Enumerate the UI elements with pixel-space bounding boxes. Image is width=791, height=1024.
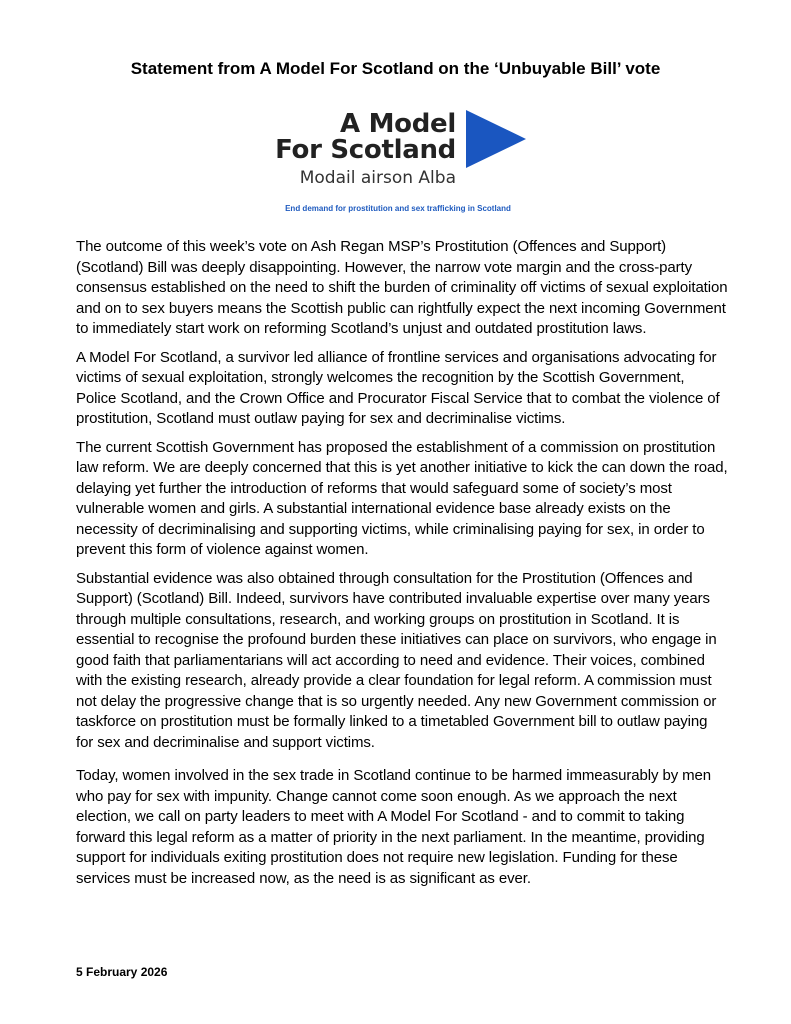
paragraph-3: The current Scottish Government has proposed the establishment of a commission on prostitution law reform. We are deeply concerned that this is yet another initiative to kick the can down the road, delaying yet further the introduction of reforms that would safeguard some of society’s most vulnerable women and girls. A substantial international evidence base already exists on the necessity of decriminalising and supporting victims, while criminalising paying for sex, in order to prevent this form of violence against women. <box>76 438 728 558</box>
statement-date: 5 February 2026 <box>76 965 168 979</box>
paragraph-1: The outcome of this week’s vote on Ash Regan MSP’s Prostitution (Offences and Support) (Scotland) Bill was deeply disappointing. However, the narrow vote margin and the cross-party consensus established on the need to shift the burden of criminality off victims of sexual exploitation and on to sex buyers means the Scottish public can rightfully expect the next incoming Government to immediately start work on reforming Scotland’s unjust and outdated prostitution laws. <box>76 238 728 337</box>
logo-line-3: Modail airson Alba <box>299 168 456 188</box>
logo-line-1: A Model <box>340 109 456 139</box>
page-title: Statement from A Model For Scotland on the ‘Unbuyable Bill’ vote <box>130 59 661 78</box>
paragraph-2: A Model For Scotland, a survivor led alliance of frontline services and organisations advocating for victims of sexual exploitation, strongly welcomes the recognition by the Scottish Government, Police Scotland, and the Crown Office and Procurator Fiscal Service that to combat the violence of prostitution, Scotland must outlaw paying for sex and decriminalise victims. <box>76 348 720 427</box>
logo-line-2: For Scotland <box>275 135 456 165</box>
paragraph-4: Substantial evidence was also obtained through consultation for the Prostitution (Offences and Support) (Scotland) Bill. Indeed, survivors have contributed invaluable expertise over many years through multiple consultations, research, and working groups on prostitution in Scotland. It is essential to recognise the profound burden these initiatives can place on survivors, who engage in good faith that parliamentarians will act according to need and evidence. Their voices, combined with the existing research, already provide a clear foundation for legal reform. A commission must not delay the progressive change that is so urgently needed. Any new Government commission or taskforce on prostitution must be formally linked to a timetabled Government bill to outlaw paying for sex and decriminalise and support victims. <box>76 569 717 751</box>
paragraph-5: Today, women involved in the sex trade in Scotland continue to be harmed immeasurably by men who pay for sex with impunity. Change cannot come soon enough. As we approach the next election, we call on party leaders to meet with A Model For Scotland - and to commit to taking forward this legal reform as a matter of priority in the next parliament. In the meantime, providing support for individuals exiting prostitution does not require new legislation. Funding for these services must be increased now, as the need is as significant as ever. <box>76 767 712 887</box>
play-triangle-icon <box>466 110 526 168</box>
logo-tagline: End demand for prostitution and sex trafficking in Scotland <box>285 204 511 213</box>
statement-body <box>76 237 728 897</box>
organisation-logo <box>250 92 546 218</box>
